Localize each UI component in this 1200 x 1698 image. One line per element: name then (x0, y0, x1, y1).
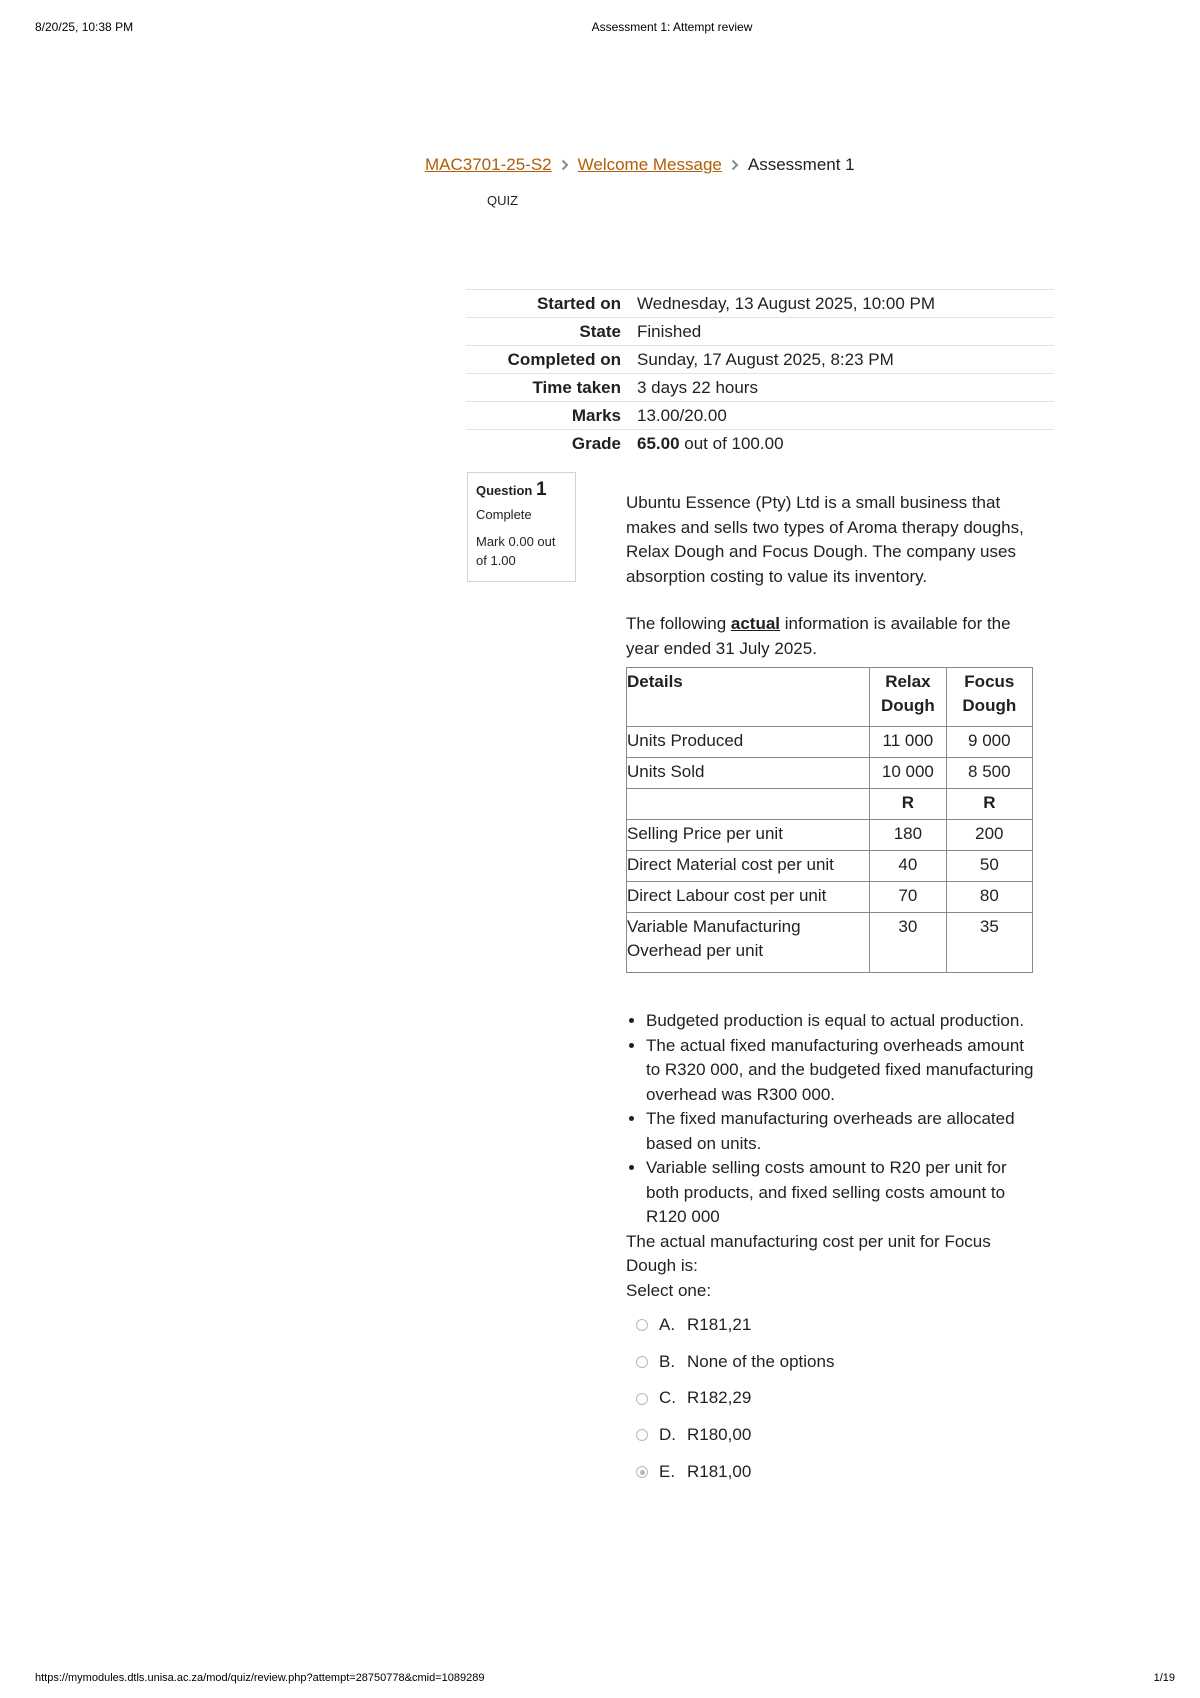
table-cell (627, 789, 870, 820)
answer-text: None of the options (687, 1351, 835, 1371)
summary-value (629, 430, 1054, 458)
answer-text: R180,00 (687, 1425, 752, 1445)
list-item: • Budgeted production is equal to actual production. (646, 1009, 1036, 1034)
summary-row (466, 430, 1054, 458)
grade-out-of: out of 100.00 (679, 433, 784, 453)
table-row (627, 913, 1033, 973)
table-header-row (627, 668, 1033, 727)
print-url: https://mymodules.dtls.unisa.ac.za/mod/quiz/review.php?attempt=28750778&cmid=1089289 (35, 1672, 485, 1684)
table-cell: Direct Material cost per unit (627, 851, 870, 882)
table-row (627, 758, 1033, 789)
summary-label: Marks (571, 405, 621, 425)
table-cell: R (870, 789, 947, 820)
table-header: Details (627, 668, 870, 727)
summary-value: 3 days 22 hours (637, 377, 758, 397)
table-cell: 200 (946, 820, 1032, 851)
grade-score: 65.00 (637, 433, 680, 453)
print-page-title: Assessment 1: Attempt review (591, 20, 753, 34)
table-cell: R (946, 789, 1032, 820)
answer-letter: D. (659, 1425, 676, 1445)
table-cell: 35 (946, 913, 1032, 973)
table-cell: 50 (946, 851, 1032, 882)
list-item: • The actual fixed manufacturing overheads amount to R320 000, and the budgeted fixed manufacturing overhead was R300 000. (646, 1034, 1036, 1108)
answer-letter: B. (659, 1351, 676, 1371)
summary-row (466, 318, 1054, 346)
breadcrumb-link-welcome[interactable]: Welcome Message (577, 155, 722, 174)
cost-data-table (626, 667, 1033, 973)
question-number-value: 1 (535, 479, 547, 500)
table-cell: 10 000 (870, 758, 947, 789)
answer-letter: E. (659, 1461, 676, 1481)
summary-label: Grade (571, 433, 621, 453)
summary-row (466, 290, 1054, 318)
list-item: • The fixed manufacturing overheads are allocated based on units. (646, 1107, 1036, 1156)
question-label: Question (476, 483, 533, 498)
table-cell: Units Sold (627, 758, 870, 789)
summary-label: State (579, 321, 621, 341)
answer-text: R182,29 (687, 1388, 752, 1408)
summary-row (466, 402, 1054, 430)
breadcrumb-link-course[interactable]: MAC3701-25-S2 (425, 155, 552, 174)
breadcrumb-current: Assessment 1 (747, 155, 855, 174)
answer-option-e[interactable] (626, 1454, 1036, 1491)
breadcrumb (425, 155, 855, 175)
table-cell: 70 (870, 882, 947, 913)
summary-row (466, 346, 1054, 374)
chevron-right-icon (722, 155, 748, 175)
table-cell: 8 500 (946, 758, 1032, 789)
question-info-box (467, 472, 576, 582)
table-cell: 9 000 (946, 727, 1032, 758)
summary-label: Time taken (532, 377, 621, 397)
table-cell: Units Produced (627, 727, 870, 758)
list-item: • Variable selling costs amount to R20 per unit for both products, and fixed selling costs amount to R120 000 (646, 1156, 1036, 1230)
table-row (627, 851, 1033, 882)
radio-button-selected[interactable] (636, 1466, 648, 1478)
summary-value: Wednesday, 13 August 2025, 10:00 PM (637, 293, 936, 313)
question-state: Complete (476, 507, 532, 522)
summary-row (466, 374, 1054, 402)
answer-text: R181,00 (687, 1461, 752, 1481)
summary-label: Completed on (507, 349, 621, 369)
table-cell: 40 (870, 851, 947, 882)
info-after: information is available for the year ended 31 July 2025. (626, 614, 1011, 658)
table-row (627, 727, 1033, 758)
table-cell: Selling Price per unit (627, 820, 870, 851)
summary-value: Sunday, 17 August 2025, 8:23 PM (637, 349, 894, 369)
question-prompt: The actual manufacturing cost per unit for Focus Dough is: (626, 1231, 991, 1275)
answer-text: R181,21 (687, 1315, 752, 1335)
summary-value: 13.00/20.00 (637, 405, 727, 425)
question-intro: Ubuntu Essence (Pty) Ltd is a small business that makes and sells two types of Aroma therapy doughs, Relax Dough and Focus Dough. The company uses absorption costing to value its inventory. (626, 493, 1024, 586)
table-row (627, 820, 1033, 851)
assumption-list (626, 1009, 1036, 1230)
table-cell: 30 (870, 913, 947, 973)
answer-option-b[interactable] (626, 1344, 1036, 1381)
table-cell: 11 000 (870, 727, 947, 758)
question-content (626, 491, 1036, 1490)
table-cell: 180 (870, 820, 947, 851)
answer-options (626, 1307, 1036, 1490)
table-cell: 80 (946, 882, 1032, 913)
answer-letter: C. (659, 1388, 676, 1408)
table-cell: Variable Manufacturing Overhead per unit (627, 913, 870, 973)
print-datetime: 8/20/25, 10:38 PM (35, 20, 134, 34)
table-row (627, 882, 1033, 913)
attempt-summary-table (466, 289, 1054, 457)
table-header: Focus Dough (946, 668, 1032, 727)
answer-letter: A. (659, 1315, 676, 1335)
radio-button[interactable] (636, 1393, 648, 1405)
info-emphasis: actual (730, 614, 781, 633)
answer-option-a[interactable] (626, 1307, 1036, 1344)
info-before: The following (626, 614, 731, 633)
answer-option-d[interactable] (626, 1417, 1036, 1454)
summary-label: Started on (536, 293, 621, 313)
table-row (627, 789, 1033, 820)
summary-value: Finished (637, 321, 702, 341)
question-mark: Mark 0.00 out of 1.00 (476, 534, 556, 568)
question-info-text (626, 612, 1036, 661)
page-type-label: QUIZ (487, 193, 519, 208)
radio-button[interactable] (636, 1319, 648, 1331)
chevron-right-icon (552, 155, 578, 175)
answer-option-c[interactable] (626, 1380, 1036, 1417)
table-header: Relax Dough (870, 668, 947, 727)
question-number (476, 479, 567, 501)
print-page-number: 1/19 (1153, 1672, 1175, 1684)
select-one-label: Select one: (626, 1280, 712, 1300)
radio-button[interactable] (636, 1356, 648, 1368)
radio-button[interactable] (636, 1429, 648, 1441)
table-cell: Direct Labour cost per unit (627, 882, 870, 913)
